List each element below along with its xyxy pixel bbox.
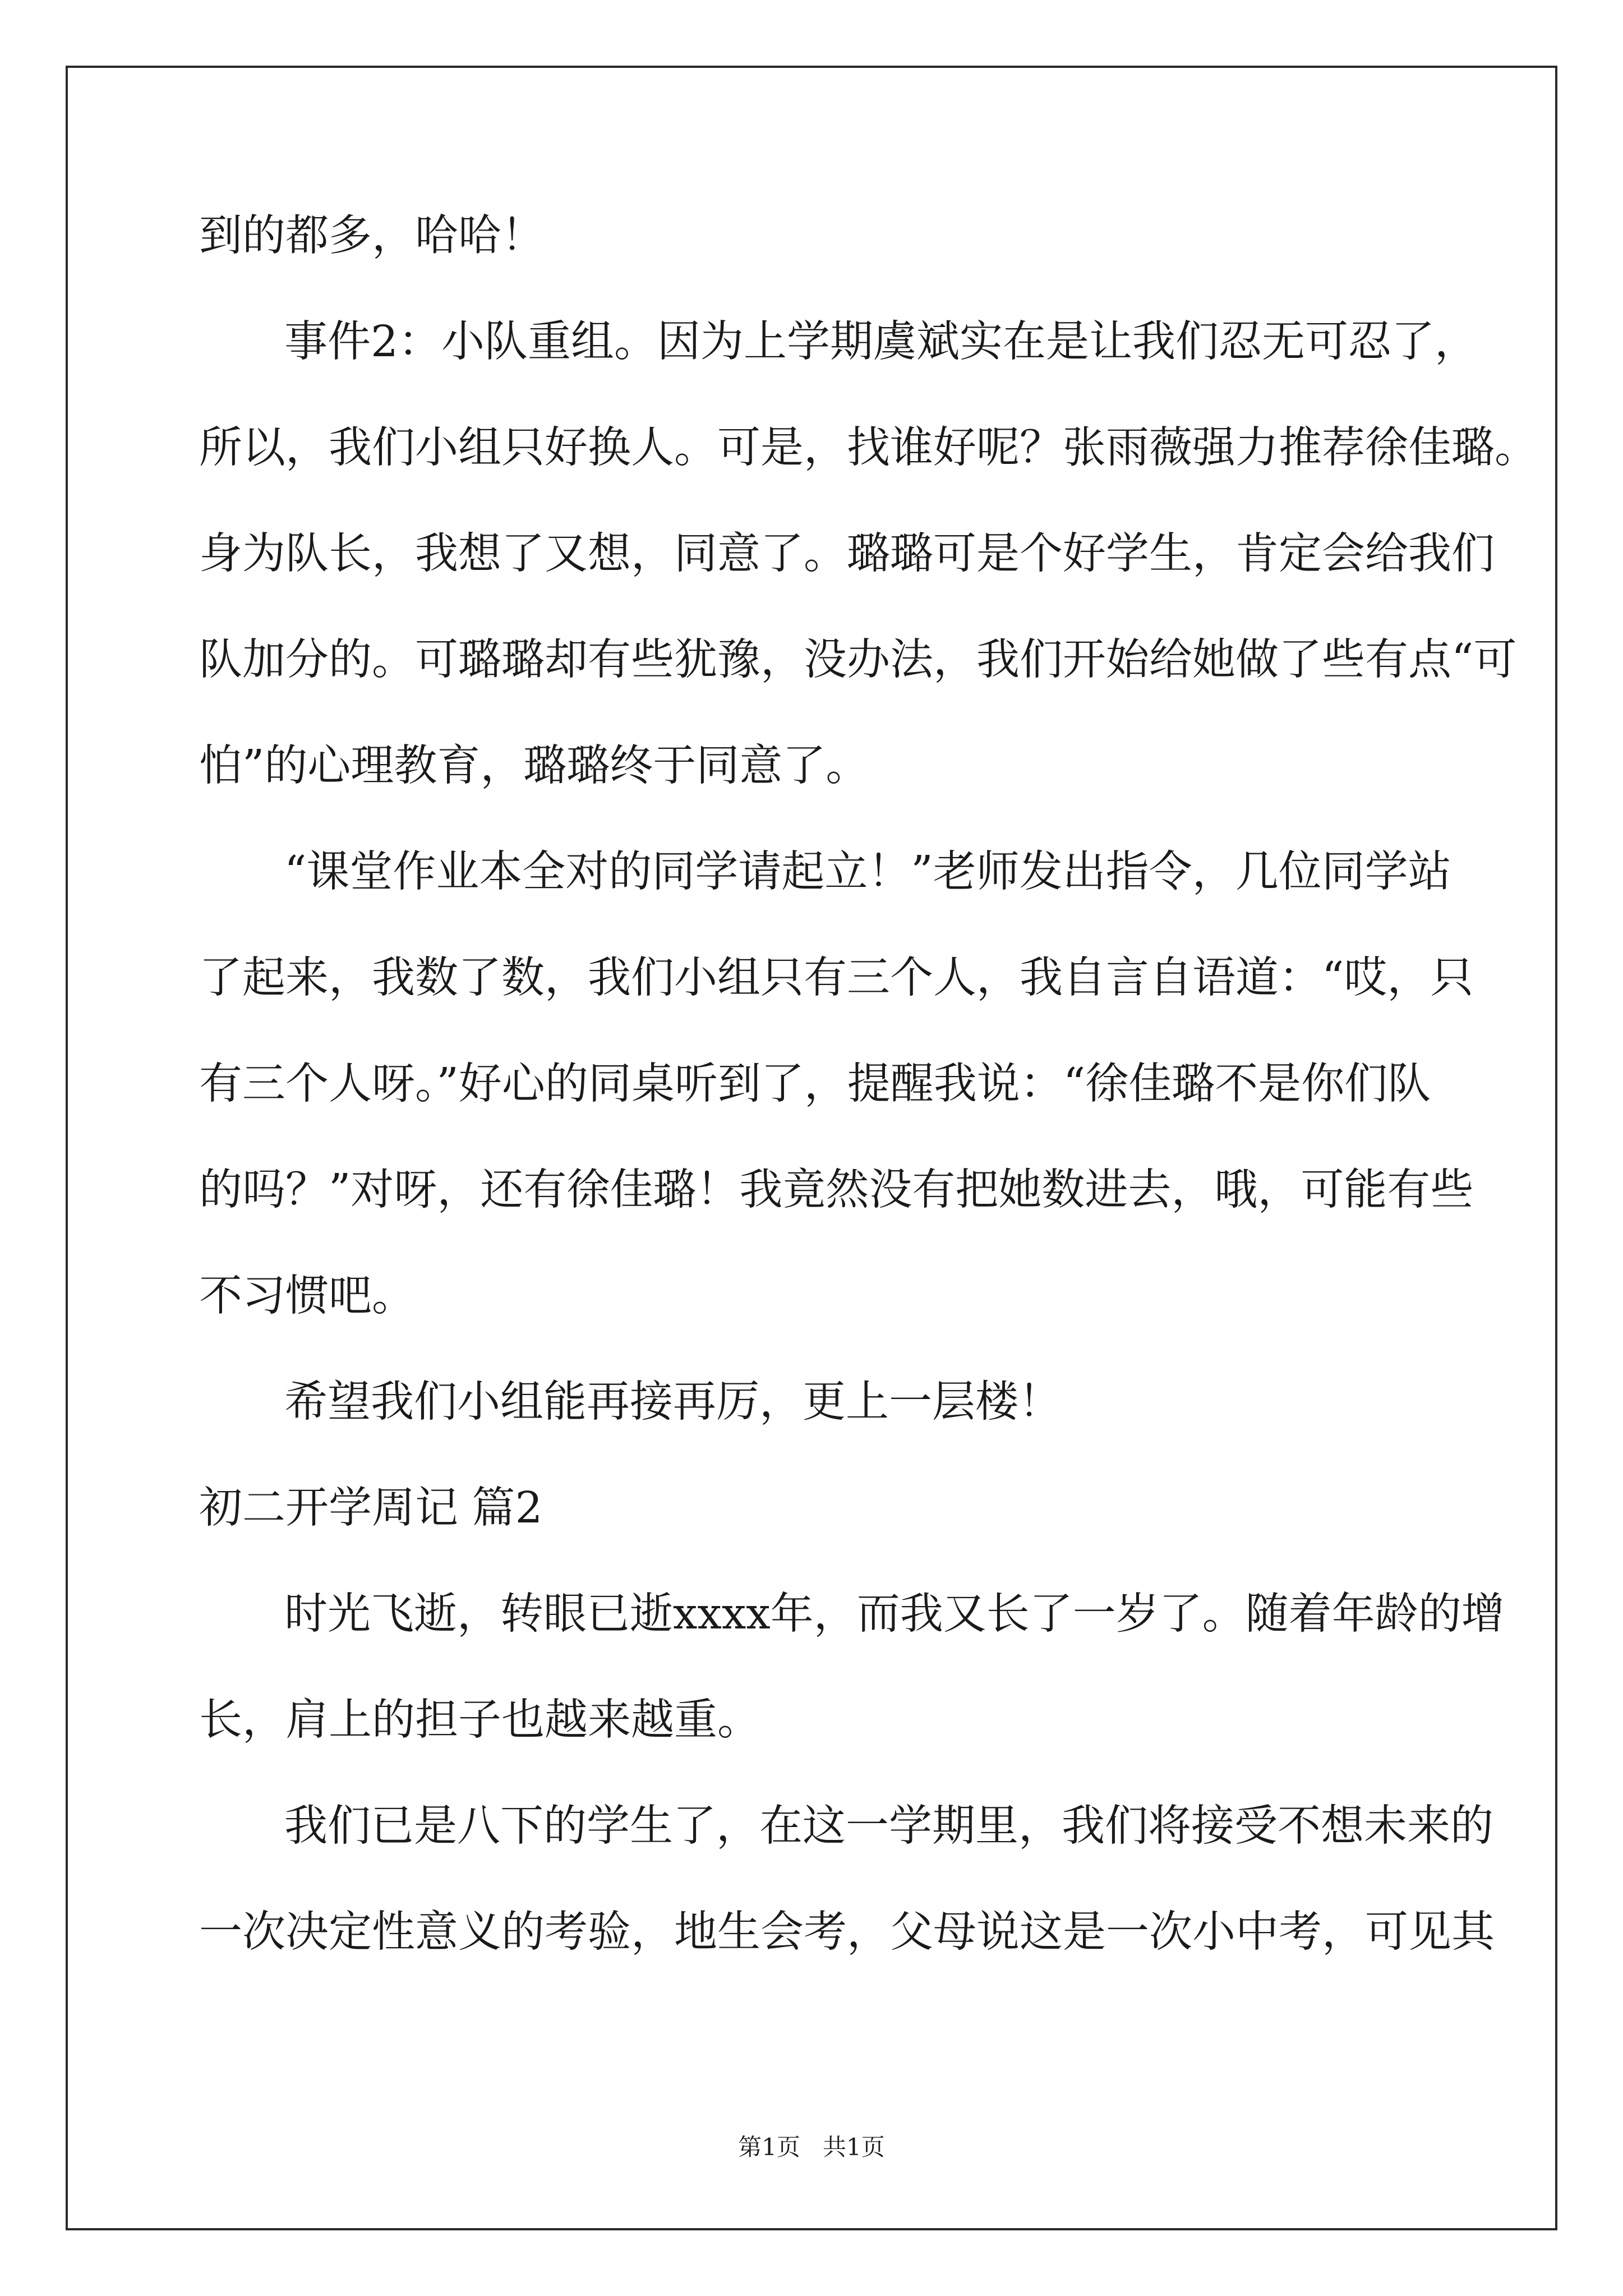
page-number-footer: 第1页 共1页 <box>738 2133 885 2161</box>
text-line: 了起来，我数了数，我们小组只有三个人，我自言自语道：“哎，只 <box>199 953 1474 1003</box>
text-line: 队加分的。可璐璐却有些犹豫，没办法，我们开始给她做了些有点“可 <box>199 635 1517 685</box>
text-line: 怕”的心理教育，璐璐终于同意了。 <box>199 741 869 791</box>
text-line: 时光飞逝，转眼已逝xxxx年，而我又长了一岁了。随着年龄的增 <box>284 1589 1505 1639</box>
text-line: 一次决定性意义的考验，地生会考，父母说这是一次小中考，可见其 <box>199 1907 1495 1957</box>
text-line: 不习惯吧。 <box>199 1271 415 1321</box>
text-line: 有三个人呀。”好心的同桌听到了，提醒我说：“徐佳璐不是你们队 <box>199 1059 1431 1109</box>
text-line: 的吗？”对呀，还有徐佳璐！我竟然没有把她数进去，哦，可能有些 <box>199 1165 1474 1215</box>
section-heading: 初二开学周记 篇2 <box>199 1483 543 1533</box>
document-body <box>199 210 1538 2013</box>
text-line: 长，肩上的担子也越来越重。 <box>199 1695 760 1745</box>
text-line: 身为队长，我想了又想，同意了。璐璐可是个好学生，肯定会给我们 <box>199 529 1495 579</box>
text-line: 所以，我们小组只好换人。可是，找谁好呢？张雨薇强力推荐徐佳璐。 <box>199 423 1538 473</box>
text-line: “课堂作业本全对的同学请起立！”老师发出指令，几位同学站 <box>284 847 1451 897</box>
text-line: 希望我们小组能再接再厉，更上一层楼！ <box>284 1377 1062 1427</box>
text-line: 事件2：小队重组。因为上学期虞斌实在是让我们忍无可忍了， <box>284 317 1478 367</box>
text-line: 我们已是八下的学生了，在这一学期里，我们将接受不想未来的 <box>284 1801 1493 1851</box>
text-line: 到的都多，哈哈！ <box>199 211 545 261</box>
